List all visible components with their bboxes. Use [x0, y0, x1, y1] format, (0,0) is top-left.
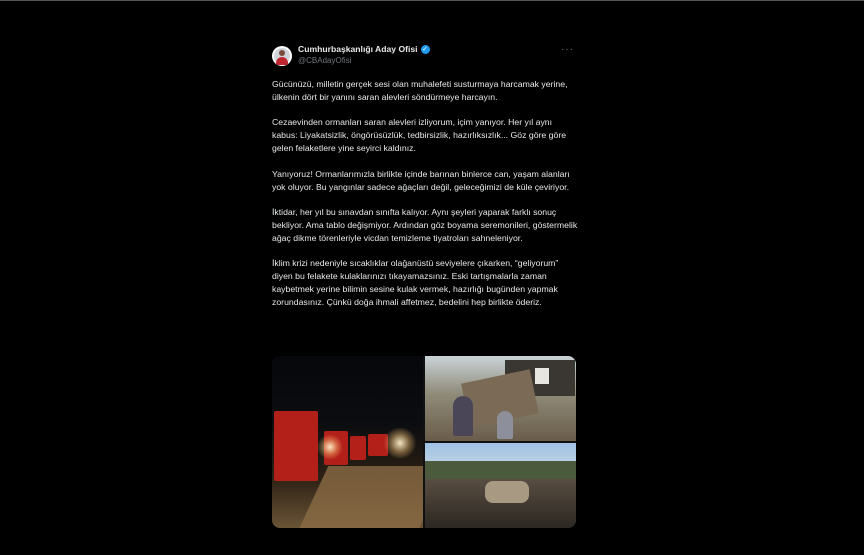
more-options-icon[interactable]: ···: [561, 44, 574, 55]
tweet-text: [272, 78, 578, 322]
avatar-head: [279, 50, 285, 56]
fire-truck: [350, 436, 366, 460]
tweet-header: [272, 44, 576, 70]
author-handle[interactable]: @CBAdayOfisi: [298, 56, 352, 65]
person: [497, 411, 513, 439]
headlight-glow: [382, 428, 418, 458]
verified-badge-icon: ✓: [422, 45, 428, 53]
media-photo-burned-house[interactable]: [425, 356, 576, 441]
frame-border: [0, 0, 864, 1]
fire-truck: [274, 411, 318, 481]
tweet-card[interactable]: [264, 36, 584, 534]
author-info: [298, 44, 430, 65]
author-name-row[interactable]: [298, 44, 430, 54]
person: [453, 396, 473, 436]
debris: [485, 481, 529, 503]
media-grid: [272, 356, 576, 528]
media-photo-fire-trucks[interactable]: [272, 356, 423, 528]
display-name[interactable]: Cumhurbaşkanlığı Aday Ofisi: [298, 44, 418, 54]
house-window: [535, 368, 549, 384]
avatar[interactable]: [272, 46, 292, 66]
avatar-body: [276, 57, 288, 65]
tweet-paragraph: Cezaevinden ormanları saran alevleri izliyorum, içim yanıyor. Her yıl aynı kabus: Liyakatsizlik, öngörüsüzlük, tedbirsizlik, hazırlıksızlık... Göz göre göre gelen felaketlere yine seyirci kaldınız.: [272, 117, 567, 154]
tweet-paragraph: Gücünüzü, milletin gerçek sesi olan muhalefeti susturmaya harcamak yerine, ülkenin dört bir yanını saran alevleri söndürmeye harcayın.: [272, 79, 568, 102]
media-photo-burned-ruins[interactable]: [425, 443, 576, 528]
tweet-paragraph: Yanıyoruz! Ormanlarımızla birlikte içinde barınan binlerce can, yaşam alanları yok oluyor. Bu yangınlar sadece ağaçları değil, geleceğimizi de küle çeviriyor.: [272, 168, 570, 192]
tweet-paragraph: İklim krizi nedeniyle sıcaklıklar olağanüstü seviyelere çıkarken, “geliyorum” diyen bu felakete kulaklarınızı tıkayamazsınız. Eski tartışmalarla zaman kaybetmek yerine bilimin sesine kulak vermek, hazırlığı bugünden yapmak zorundasınız. Çünkü doğa ihmali affetmez, bedelini hep birlikte öderiz.: [272, 258, 559, 308]
hills: [425, 461, 576, 479]
headlight-glow: [317, 434, 343, 460]
tweet-paragraph: İktidar, her yıl bu sınavdan sınıfta kalıyor. Aynı şeyleri yaparak farklı sonuç bekliyor. Ama tablo değişmiyor. Ardından göz boyama seremonileri, göstermelik ağaç dikme törenleriyle vicdan temizleme tiyatroları sahneleniyor.: [272, 207, 578, 243]
